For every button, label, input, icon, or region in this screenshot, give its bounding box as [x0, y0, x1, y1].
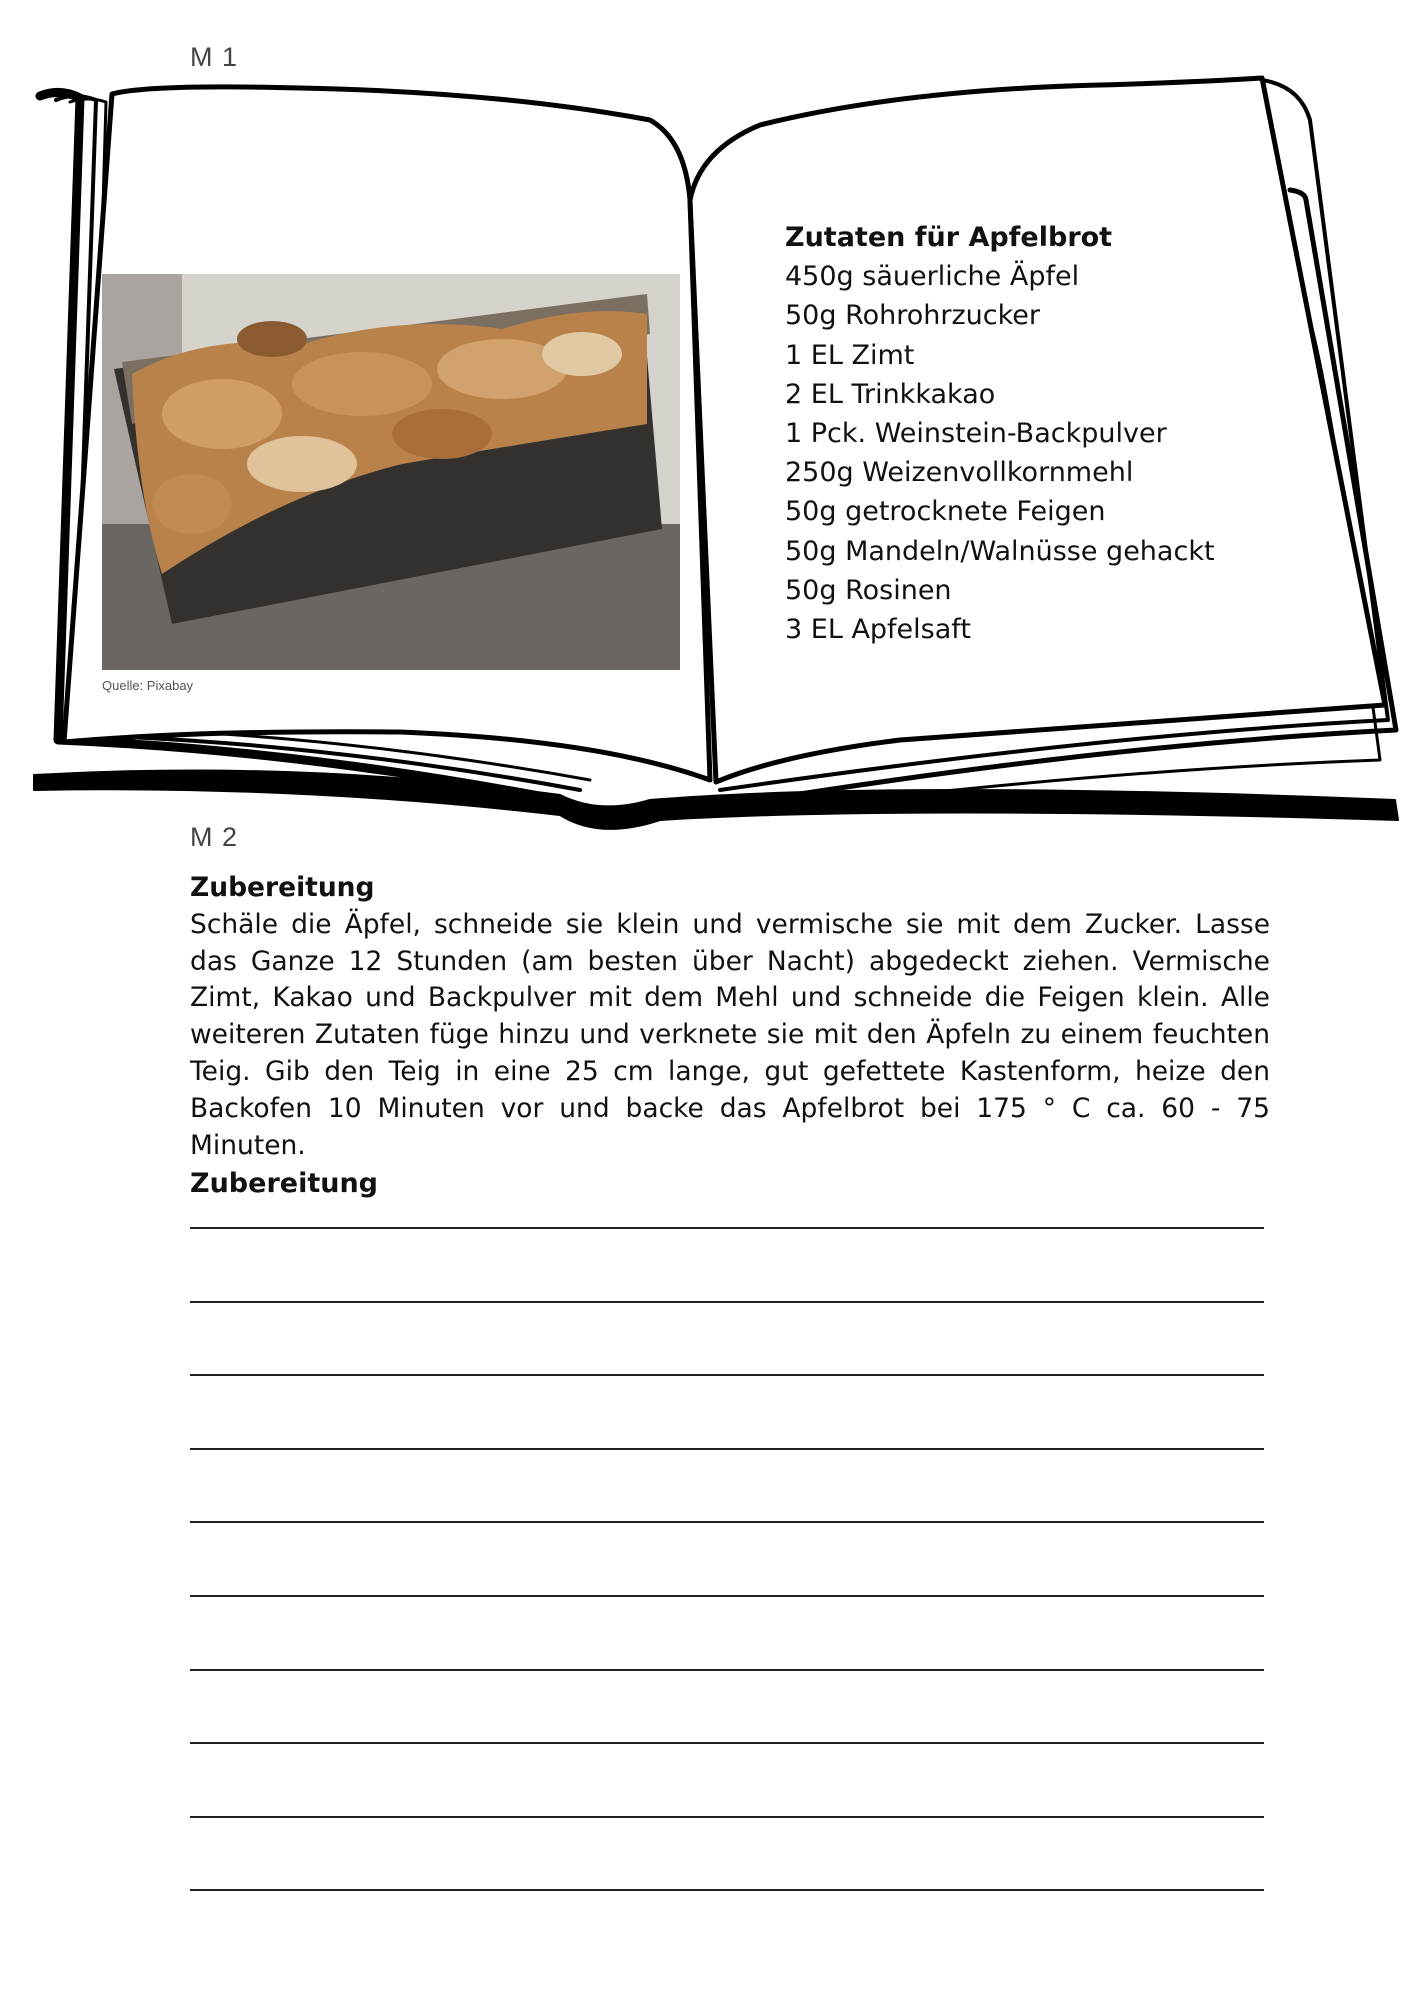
m1-label: M 1: [190, 42, 239, 72]
ingredient-item: 50g getrocknete Feigen: [785, 496, 1106, 528]
writing-line[interactable]: [190, 1595, 1264, 1597]
preparation-text: Schäle die Äpfel, schneide sie klein und vermische sie mit dem Zucker. Lasse das Ganze 12 Stunden (am besten über Nacht) abgedeckt ziehen. Vermische Zimt, Kakao und Backpulver mit dem Mehl und schneide die Feigen klein. Alle weiteren Zutaten füge hinzu und verknete sie mit den Äpfeln zu einem feuchten Teig. Gib den Teig in eine 25 cm lange, gut gefettete Kastenform, heize den Backofen 10 Minuten vor und backe das Apfelbrot bei 175 ° C ca. 60 - 75 Minuten.: [190, 908, 1270, 1161]
writing-line[interactable]: [190, 1816, 1264, 1818]
ingredients-section: [785, 218, 1305, 649]
ingredients-list: [785, 257, 1305, 649]
writing-line[interactable]: [190, 1742, 1264, 1744]
image-source-caption: Quelle: Pixabay: [102, 678, 194, 693]
apple-bread-photo: [102, 274, 680, 670]
writing-line[interactable]: [190, 1521, 1264, 1523]
ingredient-item: 50g Rosinen: [785, 574, 952, 606]
writing-line[interactable]: [190, 1669, 1264, 1671]
writing-line[interactable]: [190, 1227, 1264, 1229]
ingredient-item: 1 EL Zimt: [785, 339, 915, 371]
ingredient-item: 250g Weizenvollkornmehl: [785, 457, 1134, 489]
ingredient-item: 450g säuerliche Äpfel: [785, 261, 1080, 293]
ingredient-item: 1 Pck. Weinstein-Backpulver: [785, 418, 1167, 450]
ingredient-item: 2 EL Trinkkakao: [785, 378, 996, 410]
writing-line[interactable]: [190, 1889, 1264, 1891]
ingredient-item: 50g Mandeln/Walnüsse gehackt: [785, 535, 1215, 567]
m2-label: M 2: [190, 822, 239, 852]
writing-line[interactable]: [190, 1301, 1264, 1303]
preparation-section: [190, 870, 1270, 1164]
preparation-heading: Zubereitung: [190, 872, 375, 903]
ingredients-title: Zutaten für Apfelbrot: [785, 222, 1113, 253]
writing-area: [190, 1166, 1264, 1202]
writing-line[interactable]: [190, 1448, 1264, 1450]
writing-area-heading: Zubereitung: [190, 1168, 378, 1199]
ingredient-item: 3 EL Apfelsaft: [785, 614, 971, 646]
writing-line[interactable]: [190, 1374, 1264, 1376]
ingredient-item: 50g Rohrohrzucker: [785, 300, 1041, 332]
